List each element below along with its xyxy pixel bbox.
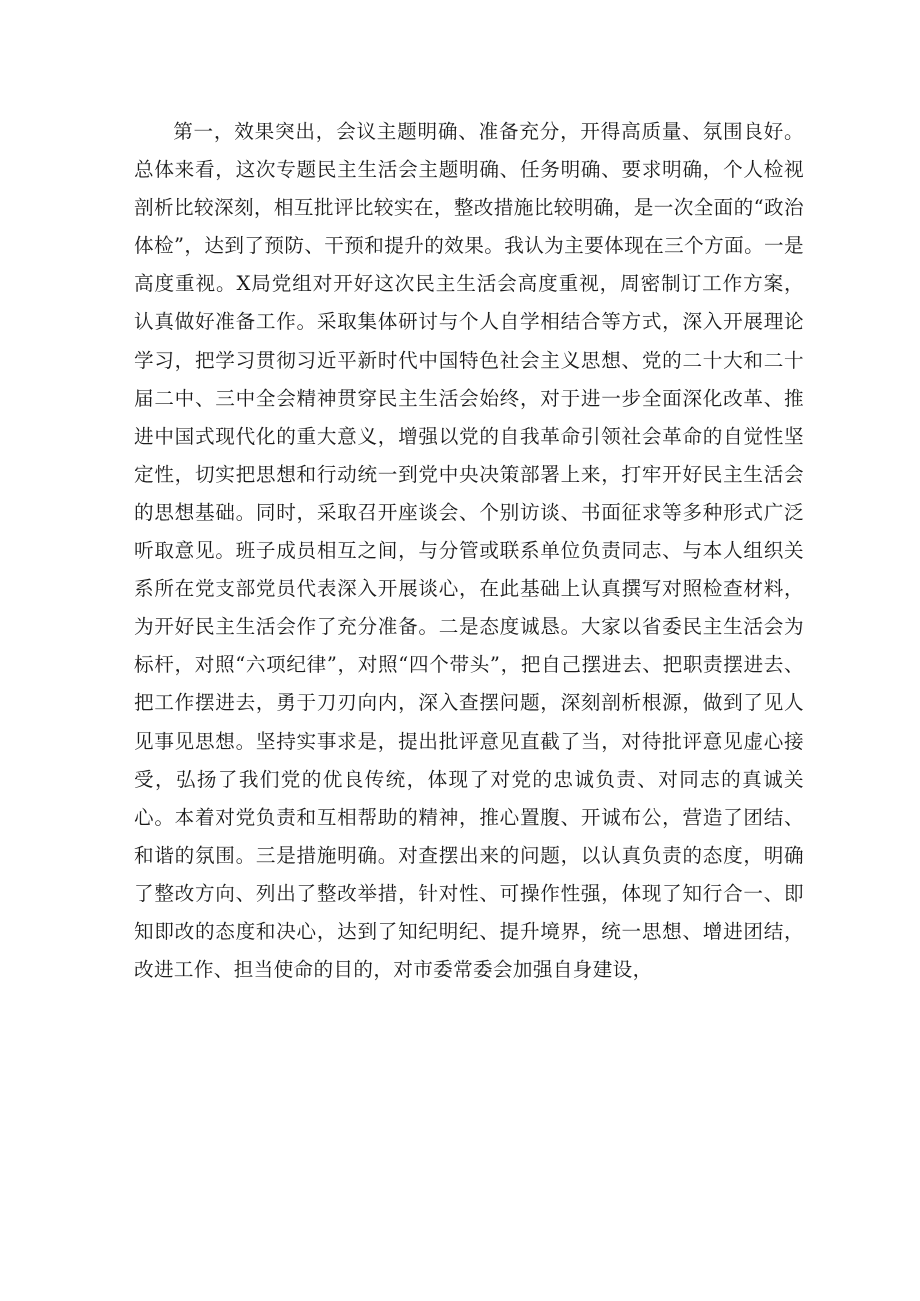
body-paragraph: 第一，效果突出，会议主题明确、准备充分，开得高质量、氛围良好。总体来看，这次专题民主生活会主题明确、任务明确、要求明确，个人检视剖析比较深刻，相互批评比较实在，整改措施比较明确，是一次全面的“政治体检”，达到了预防、干预和提升的效果。我认为主要体现在三个方面。一是高度重视。X局党组对开好这次民主生活会高度重视，周密制订工作方案，认真做好准备工作。采取集体研讨与个人自学相结合等方式，深入开展理论学习，把学习贯彻习近平新时代中国特色社会主义思想、党的二十大和二十届二中、三中全会精神贯穿民主生活会始终，对于进一步全面深化改革、推进中国式现代化的重大意义，增强以党的自我革命引领社会革命的自觉性坚定性，切实把思想和行动统一到党中央决策部署上来，打牢开好民主生活会的思想基础。同时，采取召开座谈会、个别访谈、书面征求等多种形式广泛听取意见。班子成员相互之间，与分管或联系单位负责同志、与本人组织关系所在党支部党员代表深入开展谈心，在此基础上认真撰写对照检查材料，为开好民主生活会作了充分准备。二是态度诚恳。大家以省委民主生活会为标杆，对照“六项纪律”，对照“四个带头”，把自己摆进去、把职责摆进去、把工作摆进去，勇于刀刃向内，深入查摆问题，深刻剖析根源，做到了见人见事见思想。坚持实事求是，提出批评意见直截了当，对待批评意见虚心接受，弘扬了我们党的优良传统，体现了对党的忠诚负责、对同志的真诚关心。本着对党负责和互相帮助的精神，推心置腹、开诚布公，营造了团结、和谐的氛围。三是措施明确。对查摆出来的问题，以认真负责的态度，明确了整改方向、列出了整改举措，针对性、可操作性强，体现了知行合一、即知即改的态度和决心，达到了知纪明纪、提升境界，统一思想、增进团结，改进工作、担当使命的目的，对市委常委会加强自身建设， xyxy=(134,120,804,982)
